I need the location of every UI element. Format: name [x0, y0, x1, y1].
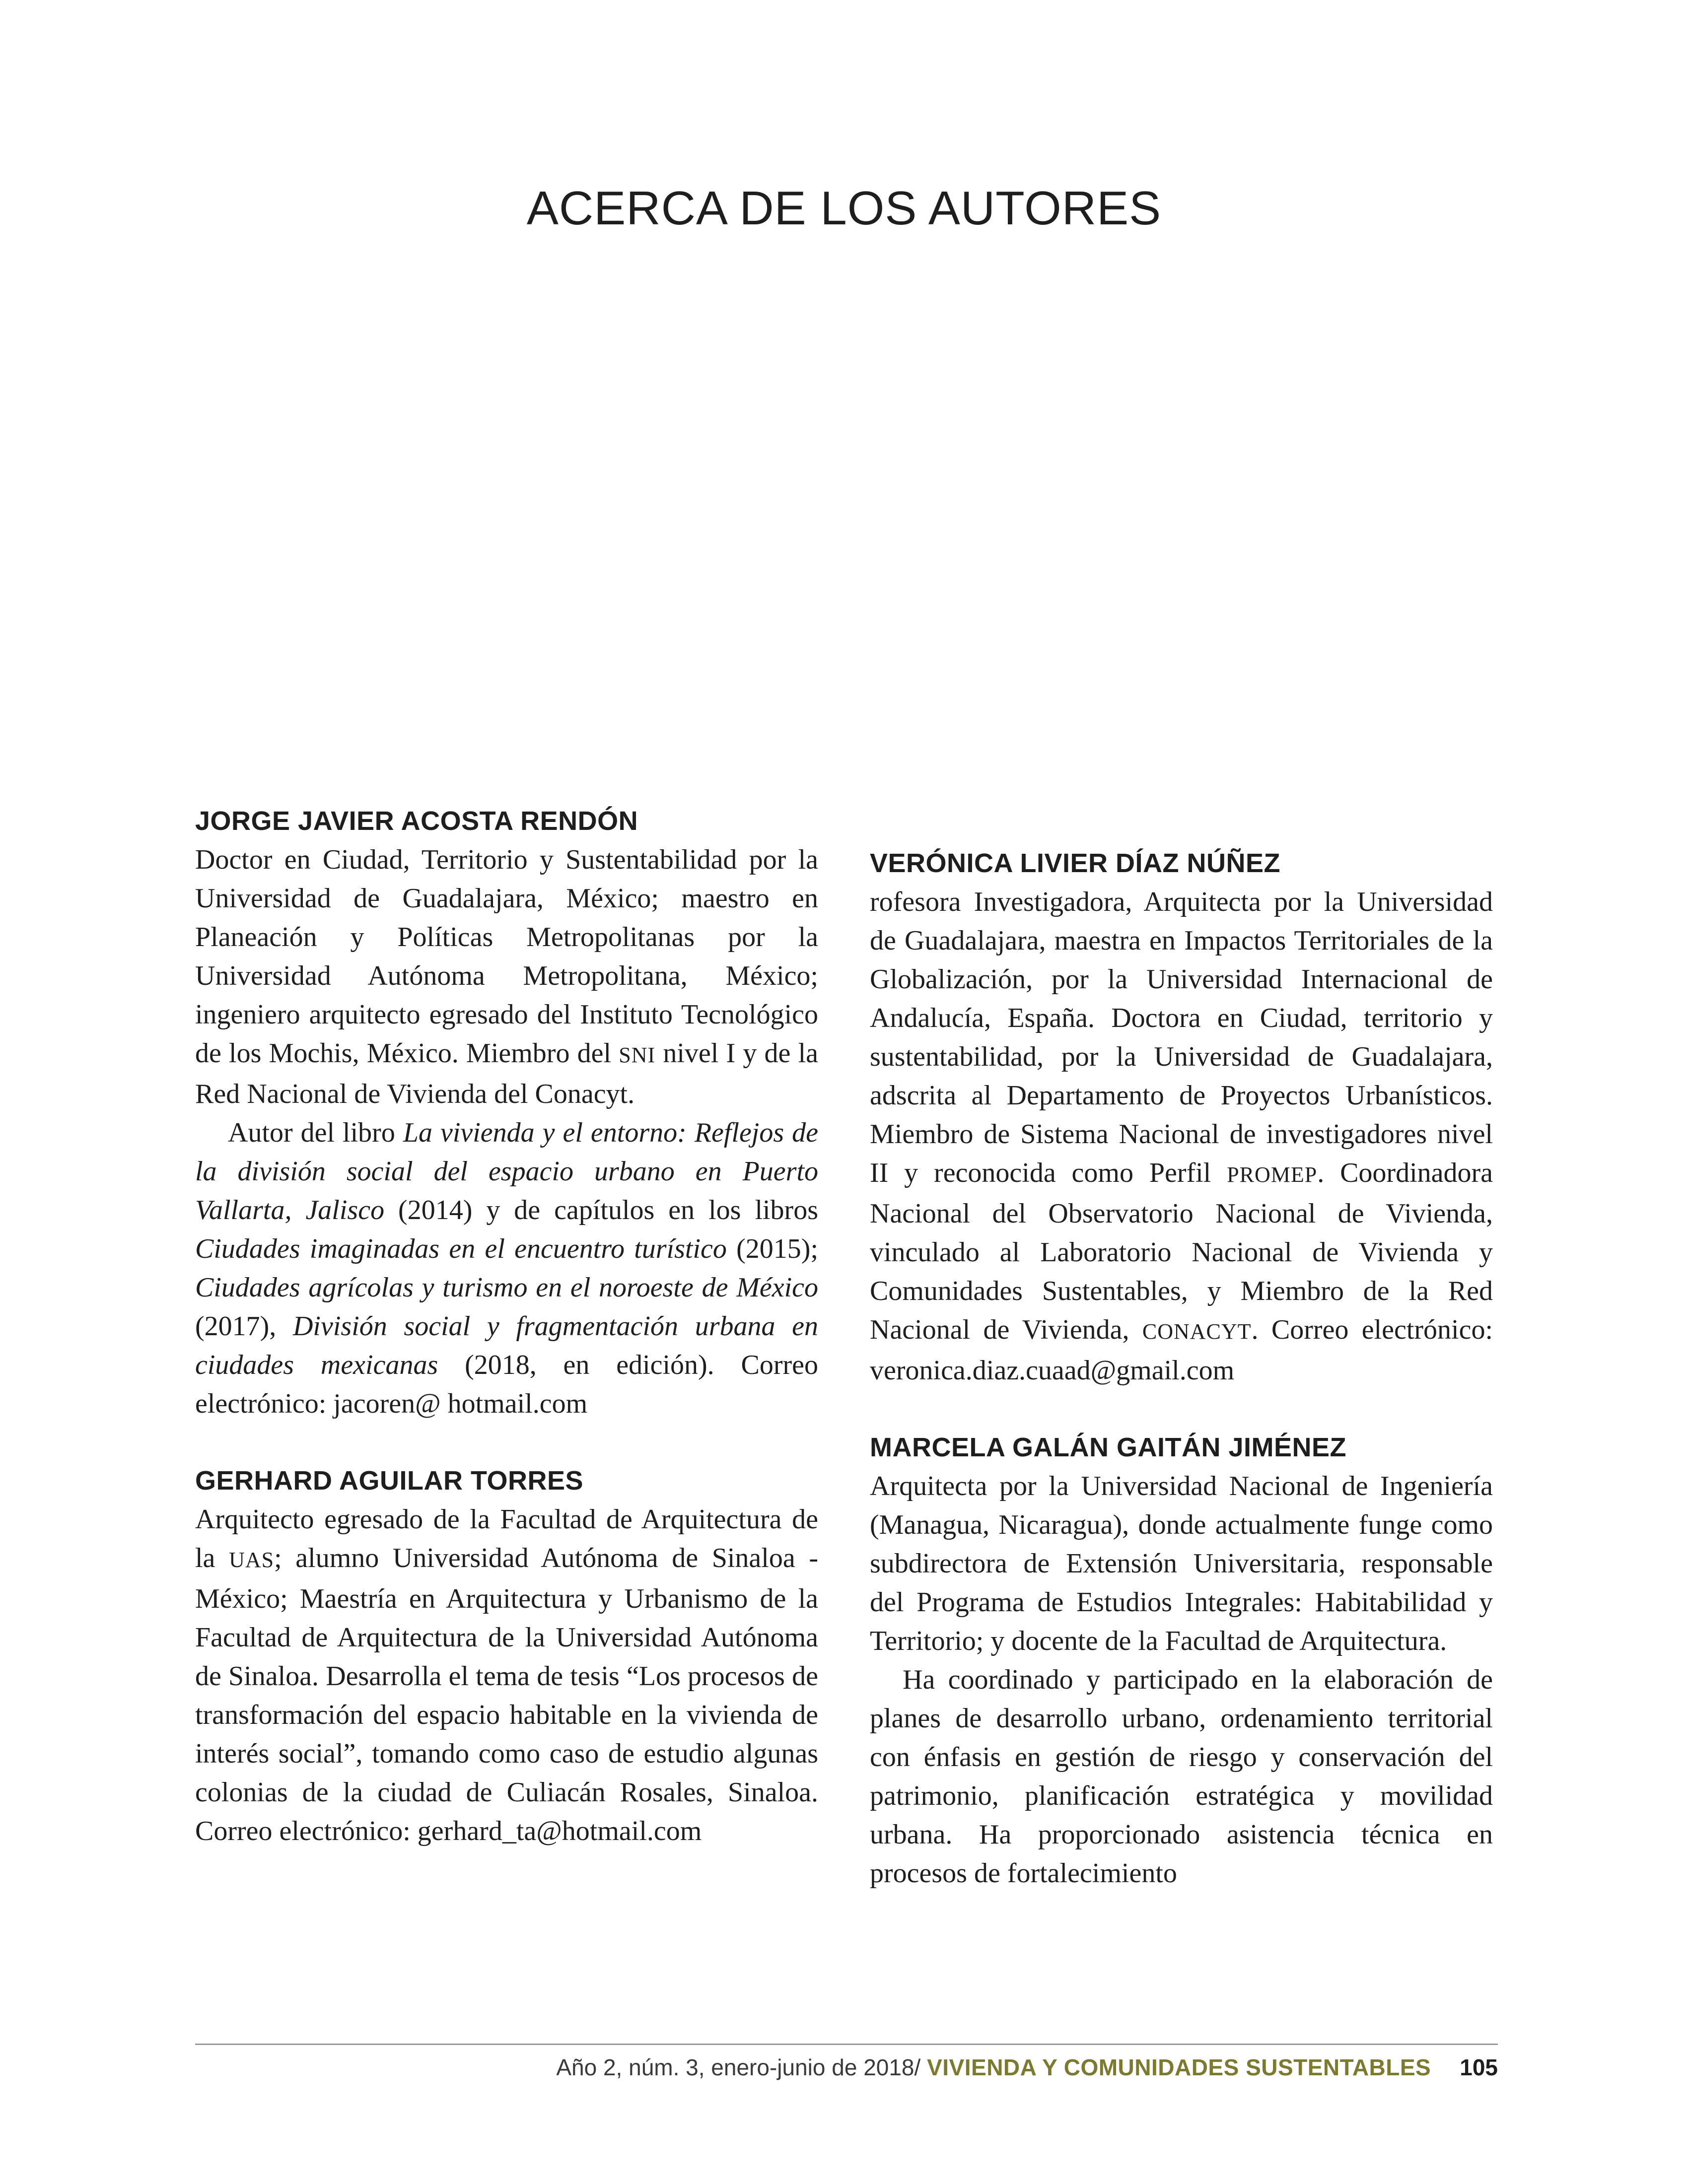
author-entry: [195, 1461, 818, 1850]
bio-text: nivel I y de la Red Nacional de Vivienda del Conacyt.: [195, 1038, 818, 1109]
acronym: CONACYT: [1142, 1319, 1252, 1344]
bio-text: (2015);: [726, 1233, 819, 1264]
author-name: MARCELA GALÁN GAITÁN JIMÉNEZ: [870, 1433, 1346, 1462]
author-name: VERÓNICA LIVIER DÍAZ NÚÑEZ: [870, 848, 1281, 878]
author-entry: [870, 844, 1493, 1390]
running-footer: [556, 2052, 1498, 2082]
page-title: ACERCA DE LOS AUTORES: [526, 182, 1162, 235]
author-entry: [870, 1428, 1493, 1893]
bio-text: Autor del libro: [228, 1117, 403, 1148]
author-bio-paragraph: Arquitecta por la Universidad Nacional de Ingeniería (Managua, Nicaragua), donde actualmente funge como subdirectora de Extensión Universitaria, responsable del Programa de Estudios Integrales: Habitabilidad y Territorio; y docente de la Facultad de Arquitectura.: [870, 1471, 1493, 1656]
author-bio-paragraph: [870, 883, 1493, 1390]
author-bio-paragraph: [195, 1113, 818, 1423]
book-title: La vivienda y el entorno: Reflejos de la división social del espacio urbano en Puerto Vallarta, Jalisco: [195, 1117, 819, 1226]
footer-divider: [195, 2044, 1498, 2045]
book-title: Ciudades agrícolas y turismo en el noroeste de México: [195, 1272, 818, 1303]
bio-text: Arquitecto egresado de la Facultad de Arquitectura de la: [195, 1504, 818, 1573]
book-title: División social y fragmentación urbana en ciudades mexicanas: [195, 1311, 819, 1380]
bio-text: (2014) y de capítulos en los libros: [384, 1195, 818, 1226]
bio-text: (2018, en edición). Correo electrónico: jacoren@ hotmail.com: [195, 1350, 819, 1419]
page-number: 105: [1460, 2054, 1498, 2080]
left-column: [195, 802, 818, 1889]
acronym: PROMEP: [1227, 1162, 1318, 1187]
author-entry: [195, 802, 818, 1423]
journal-name: VIVIENDA Y COMUNIDADES SUSTENTABLES: [927, 2054, 1431, 2080]
bio-text: (2017),: [195, 1311, 293, 1342]
author-name: GERHARD AGUILAR TORRES: [195, 1466, 584, 1496]
bio-text: Doctor en Ciudad, Territorio y Sustentabilidad por la Universidad de Guadalajara, México; maestro en Planeación y Políticas Metropolitanas por la Universidad Autónoma Metropolitana, México; ingeniero arquitecto egresado del Instituto Tecnológico de los Mochis, México. Miembro del: [195, 844, 818, 1069]
book-title: Ciudades imaginadas en el encuentro turístico: [195, 1233, 727, 1264]
bio-text: . Coordinadora Nacional del Observatorio Nacional de Vivienda, vinculado al Laboratorio Nacional de Vivienda y Comunidades Sustentables, y Miembro de la Red Nacional de Vivienda,: [870, 1158, 1493, 1345]
bio-text: rofesora Investigadora, Arquitecta por la Universidad de Guadalajara, maestra en Impactos Territoriales de la Globalización, por la Universidad Internacional de Andalucía, España. Doctora en Ciudad, territorio y sustentabilidad, por la Universidad de Guadalajara, adscrita al Departamento de Proyectos Urbanísticos. Miembro de Sistema Nacional de investigadores nivel II y reconocida como Perfil: [870, 887, 1493, 1188]
acronym: SNI: [619, 1043, 656, 1067]
author-bio-paragraph: [195, 840, 818, 1113]
author-name: JORGE JAVIER ACOSTA RENDÓN: [195, 806, 638, 836]
author-bio-paragraph: Ha coordinado y participado en la elaboración de planes de desarrollo urbano, ordenamiento territorial con énfasis en gestión de riesgo y conservación del patrimonio, planificación estratégica y movilidad urbana. Ha proporcionado asistencia técnica en procesos de fortalecimiento: [870, 1664, 1493, 1889]
bio-text: . Correo electrónico: veronica.diaz.cuaad@gmail.com: [870, 1314, 1493, 1386]
acronym: UAS: [229, 1548, 275, 1572]
issue-info: Año 2, núm. 3, enero-junio de 2018/: [556, 2054, 927, 2080]
bio-text: ; alumno Universidad Autónoma de Sinaloa - México; Maestría en Arquitectura y Urbanismo de la Facultad de Arquitectura de la Universidad Autónoma de Sinaloa. Desarrolla el tema de tesis “Los procesos de transformación del espacio habitable en la vivienda de interés social”, tomando como caso de estudio algunas colonias de la ciudad de Culiacán Rosales, Sinaloa. Correo electrónico: gerhard_ta@hotmail.com: [195, 1543, 818, 1846]
author-bio-paragraph: [195, 1500, 818, 1850]
right-column: [870, 844, 1493, 1931]
